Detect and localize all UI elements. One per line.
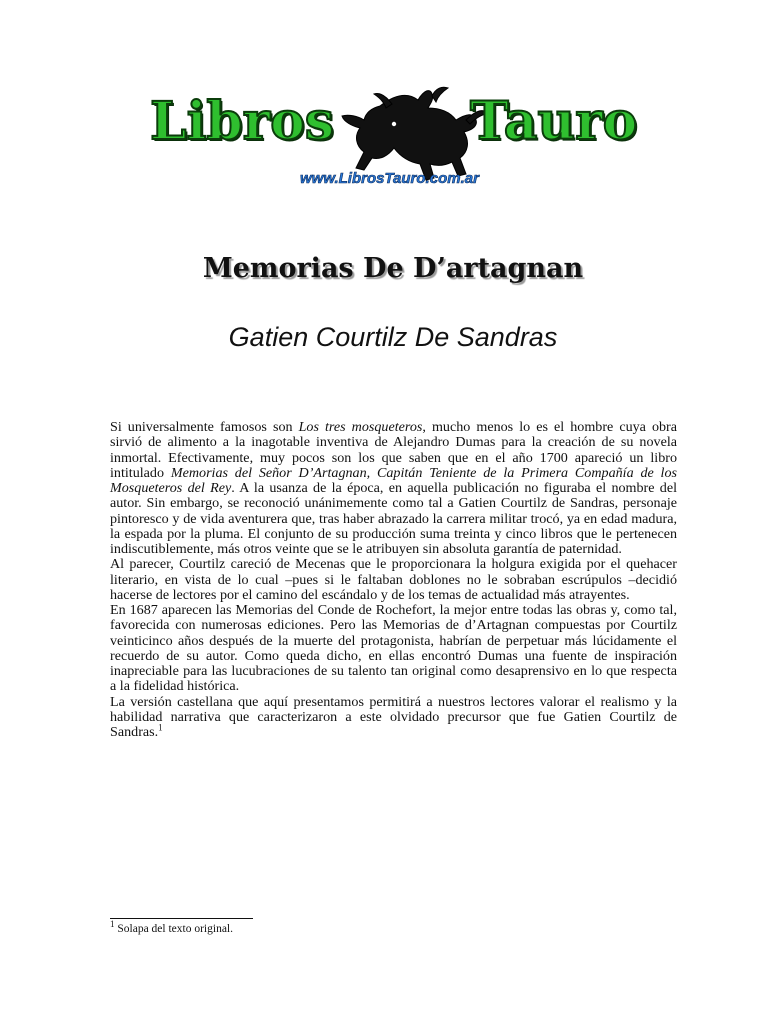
footnote-marker: 1 (110, 919, 115, 930)
book-title-italic: Los tres mosqueteros (298, 419, 423, 435)
paragraph-1-text-a: Si universalmente famosos son (110, 419, 299, 435)
document-body (110, 420, 677, 740)
paragraph-1-text-e: . A la usanza de la época, en aquella publicación no figuraba el nombre del autor. Sin embargo, se reconoció unánimemente como tal a Gatien Courtilz de Sandras, personaje pintoresco y de vida aventurera que, tras haber abrazado la carrera militar trocó, ya en edad madura, la espada por la pluma. El conjunto de su producción suma treinta y cinco libros que le pertenecen indiscutiblemente, más otros veinte que se le atribuyen sin absoluta garantía de paternidad. (110, 480, 677, 557)
footnote-ref[interactable]: 1 (158, 722, 163, 733)
paragraph-4 (110, 695, 677, 741)
document-title: Memorias De D’artagnan (202, 253, 584, 284)
paragraph-1-text-c: , mucho menos lo es el hombre cuya obra sirvió de alimento a la inagotable inventiva de Alejandro Dumas para la creación de su novela inmortal. Efectivamente, muy pocos son los que saben que en el año 1700 apareció un libro intitulado (110, 419, 678, 481)
logo-url: www.LibrosTauro.com.ar (300, 170, 479, 187)
footnote (110, 919, 233, 935)
footnote-divider (110, 918, 253, 919)
footnote-text: Solapa del texto original. (114, 923, 233, 935)
libros-tauro-logo (148, 86, 638, 198)
paragraph-3: En 1687 aparecen las Memorias del Conde de Rochefort, la mejor entre todas las obras y, como tal, favorecida con numerosas ediciones. Pero las Memorias de d’Artagnan compuestas por Courtilz veinticinco años después de la muerte del protagonista, habrían de perpetuar más lúcidamente el recuerdo de su autor. Como queda dicho, en ellas encontró Dumas una fuente de inspiración inapreciable para las lucubraciones de su talento tan original como desaprensivo en lo que respecta a la fidelidad histórica. (110, 602, 677, 695)
memoir-title-italic: Memorias del Señor D’Artagnan, Capitán Teniente de la Primera Compañía de los Mosqueteros del Rey (110, 464, 678, 496)
paragraph-1 (110, 420, 677, 557)
paragraph-2: Al parecer, Courtilz careció de Mecenas que le proporcionara la holgura exigida por el quehacer literario, en vista de lo cual –pues si le faltaban doblones no le sobraban escrúpulos –decidió hacerse de lectores por el camino del escándalo y de los temas de actualidad más atrayentes. (110, 556, 677, 603)
logo-word-tauro: Tauro (470, 91, 638, 152)
logo-word-libros: Libros (150, 91, 335, 152)
paragraph-4-text: La versión castellana que aquí presentamos permitirá a nuestros lectores valorar el realismo y la habilidad narrativa que caracterizaron a este olvidado precursor que fue Gatien Courtilz de Sandras. (110, 693, 677, 740)
document-author: Gatien Courtilz De Sandras (228, 322, 558, 352)
